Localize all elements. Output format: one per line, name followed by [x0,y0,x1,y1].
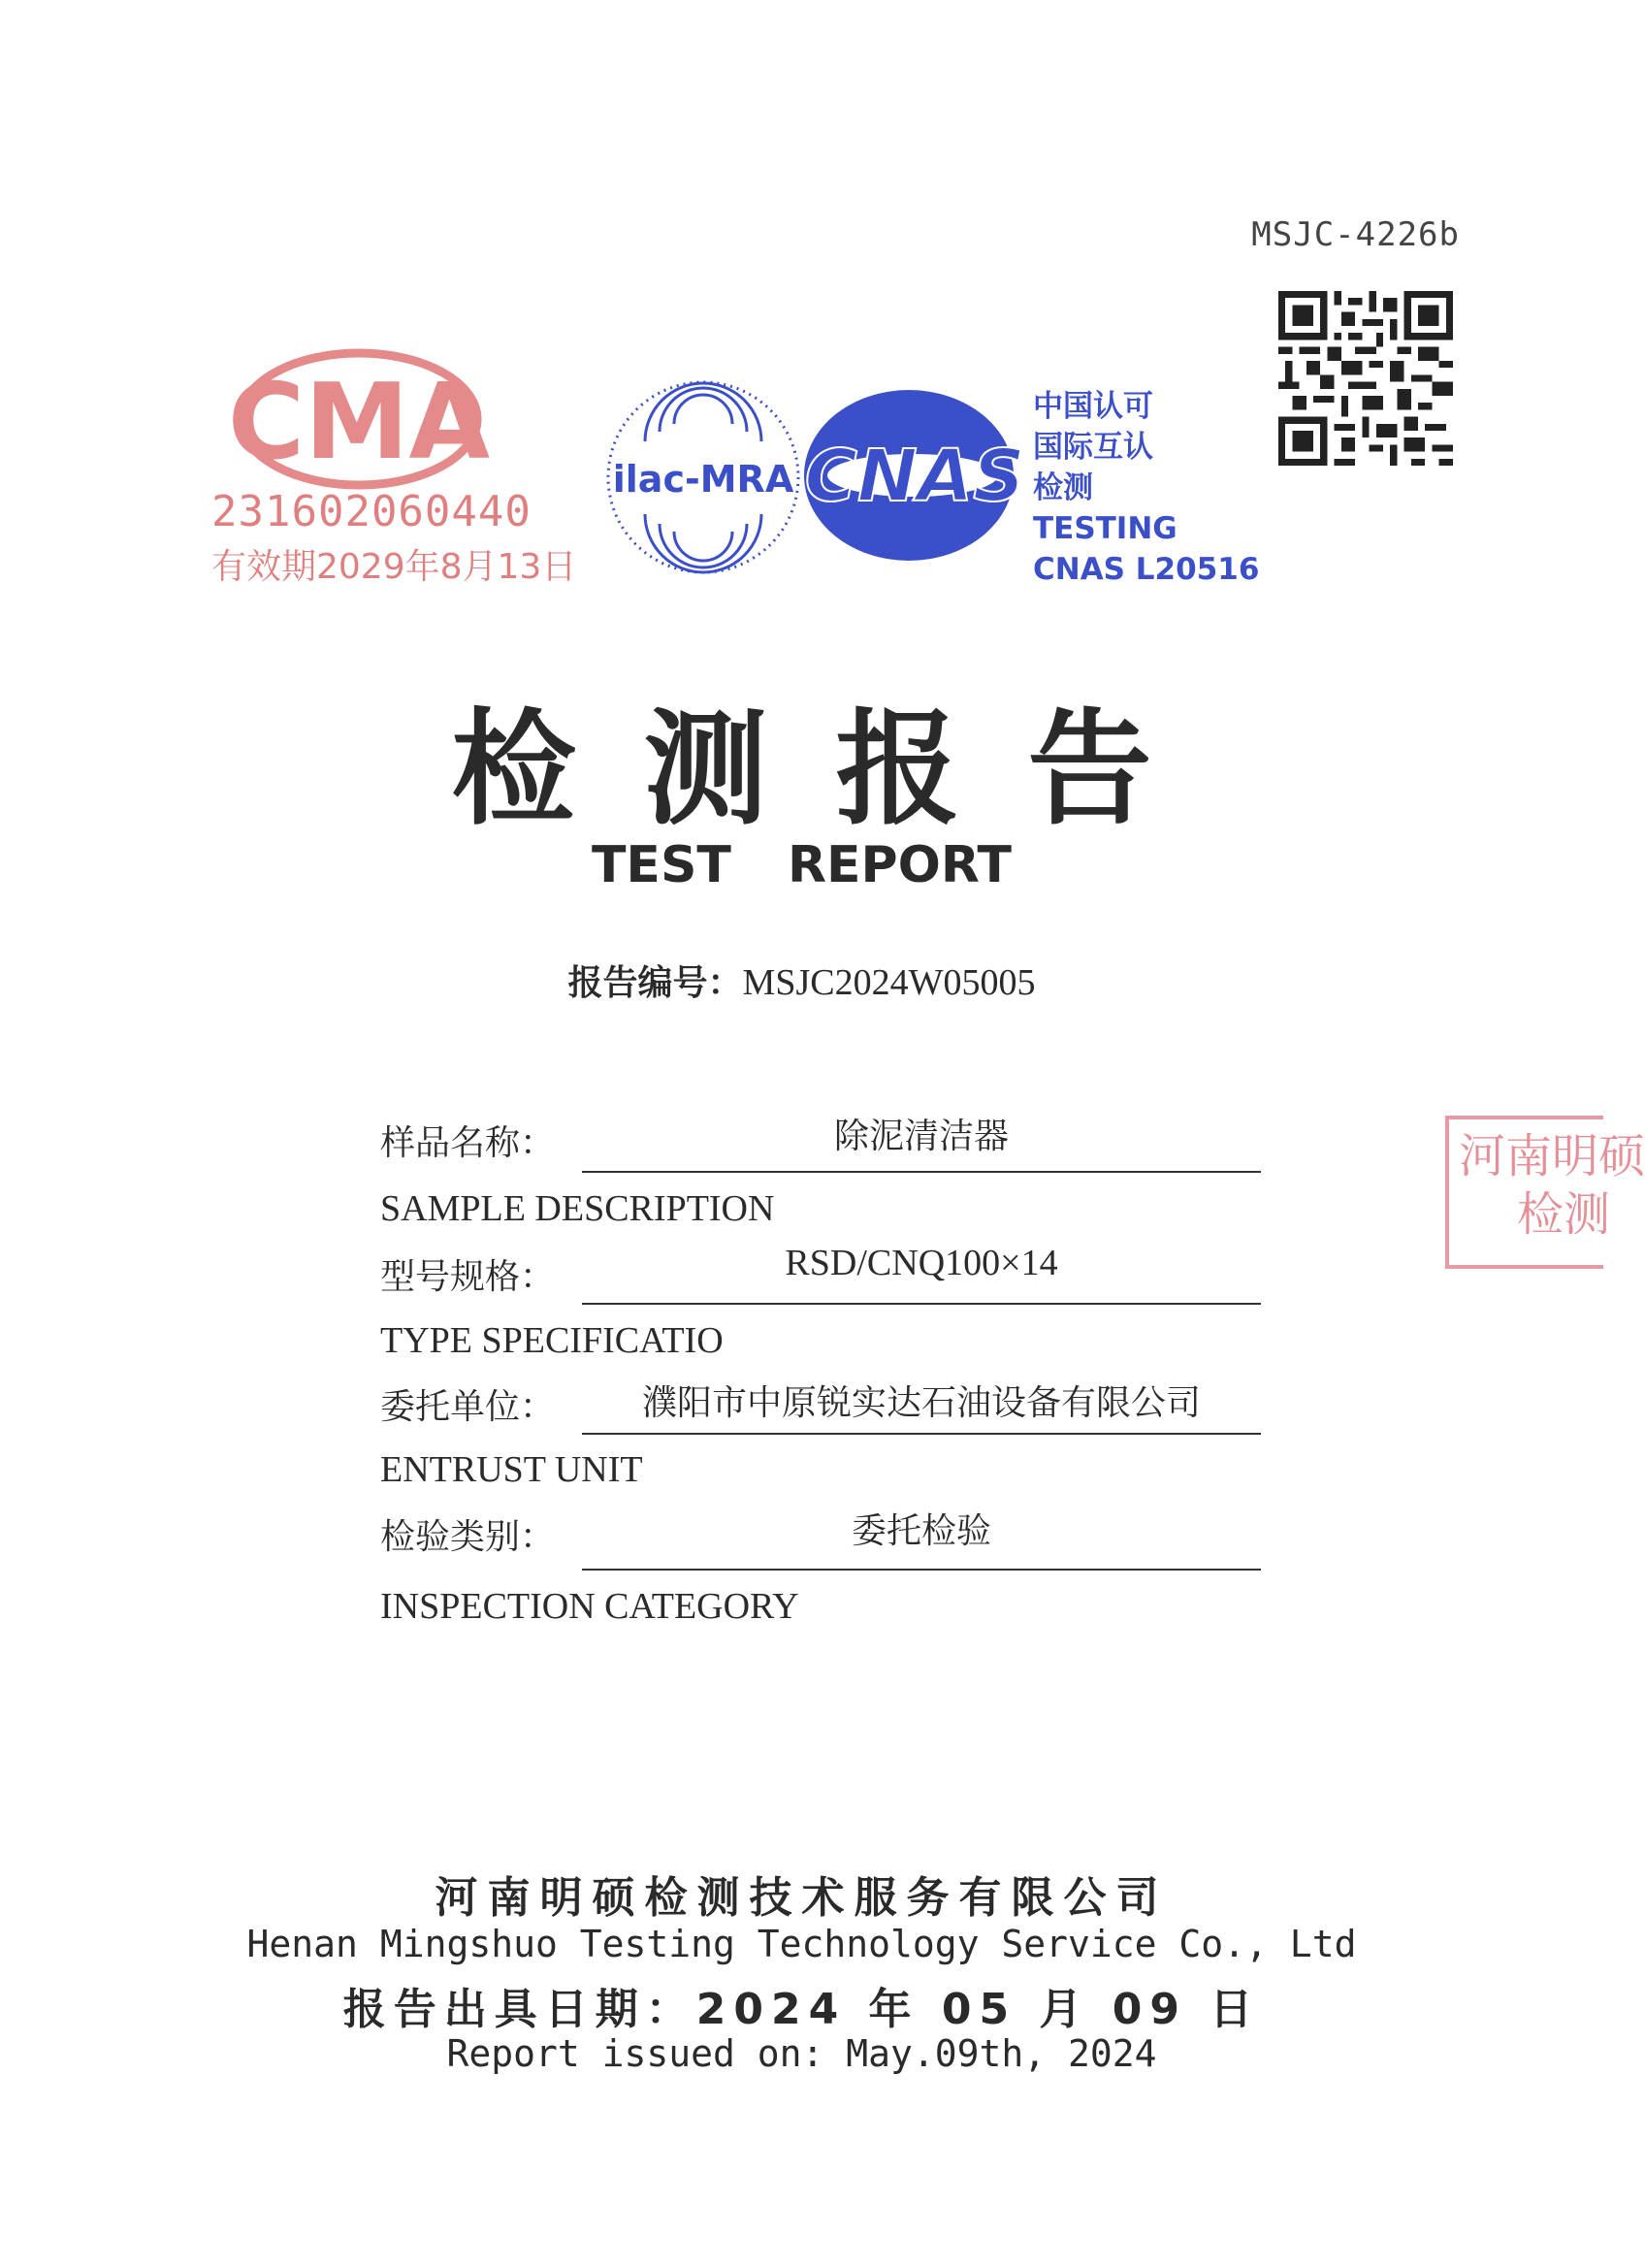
report-number-label: 报告编号： [567,963,743,1003]
report-title-en: TEST REPORT [591,836,1013,894]
inspection-category-label: 检验类别： [380,1517,556,1557]
company-name-cn: 河南明硕检测技术服务有限公司 [435,1873,1169,1923]
ilac-mra-logo [601,373,805,582]
cma-number: 231602060440 [211,487,532,536]
report-number [0,956,1603,1005]
cma-logo-text: CMA [227,362,491,483]
seal-line: 检测 [1517,1187,1611,1242]
field-underline [582,1433,1261,1435]
cma-validity: 有效期2029年8月13日 [211,547,577,587]
report-number-value: MSJC2024W05005 [742,962,1036,1003]
type-spec-value: RSD/CNQ100×14 [785,1243,1058,1283]
qr-code [1278,291,1453,466]
cnas-accreditation-text [1033,386,1259,590]
type-spec-label: 型号规格： [380,1257,556,1297]
sample-name-value: 除泥清洁器 [833,1117,1009,1156]
issue-date-en: Report issued on: May.09th, 2024 [446,2032,1157,2075]
seal-line: 河南明硕 [1459,1129,1645,1183]
sample-name-label: 样品名称： [380,1123,556,1163]
issue-date-cn: 报告出具日期：2024 年 05 月 09 日 [342,1985,1261,2034]
field-underline [582,1569,1261,1571]
report-title-cn: 检测报告 [451,697,1220,842]
company-name-en: Henan Mingshuo Testing Technology Service Co., Ltd [246,1923,1357,1965]
cnas-line: 检测 [1033,470,1093,505]
cnas-logo [800,386,1038,566]
cnas-line: 中国认可 [1033,389,1153,424]
cnas-line: TESTING [1033,511,1177,546]
entrust-unit-label: 委托单位： [380,1387,556,1427]
cnas-line: 国际互认 [1033,430,1153,465]
type-specification-label: TYPE SPECIFICATIO [380,1320,724,1361]
cnas-line: CNAS L20516 [1033,552,1260,587]
entrust-unit-value: 濮阳市中原锐实达石油设备有限公司 [641,1383,1201,1423]
inspection-category-value: 委托检验 [851,1511,991,1551]
inspection-category-en-label: INSPECTION CATEGORY [380,1586,799,1627]
document-code: MSJC-4226b [1251,215,1460,254]
cnas-logo-text: CNAS [804,435,1025,518]
field-underline [582,1171,1261,1173]
sample-description-label: SAMPLE DESCRIPTION [380,1188,775,1229]
ilac-logo-text: ilac-MRA [612,458,794,501]
company-seal-stamp [1445,1116,1645,1269]
field-underline [582,1303,1261,1305]
entrust-unit-en-label: ENTRUST UNIT [380,1449,643,1490]
